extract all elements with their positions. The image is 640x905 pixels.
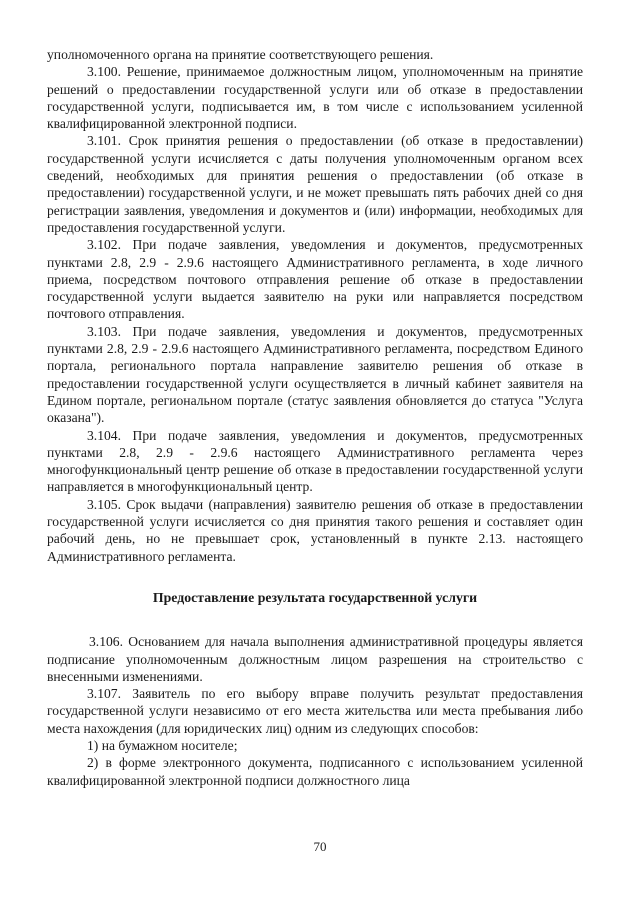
list-item-paper: 1) на бумажном носителе; bbox=[87, 737, 238, 753]
page-number: 70 bbox=[313, 839, 327, 854]
paragraph-3-100: 3.100. Решение, принимаемое должностным лицом, уполномоченным на принятие решений о предоставлении государственной услуги или об отказе в предоставлении государственной услуги, подписывается им, в том числе с использованием усиленной квалифицированной электронной подписи. bbox=[47, 64, 583, 132]
section-heading: Предоставление результата государственной услуги bbox=[152, 589, 478, 605]
paragraph-3-106: 3.106. Основанием для начала выполнения административной процедуры является подписание уполномоченным должностным лицом разрешения на строительство с внесенными изменениями. bbox=[47, 634, 583, 684]
paragraph-continuation: уполномоченного органа на принятие соответствующего решения. bbox=[47, 47, 434, 62]
paragraph-3-102: 3.102. При подаче заявления, уведомления и документов, предусмотренных пунктами 2.8, 2.9 - 2.9.6 настоящего Административного регламента, в ходе личного приема, посредством почтового отправления решение об отказе в предоставлении государственной услуги выдается заявителю на руки или направляется посредством почтового отправления. bbox=[47, 237, 583, 322]
paragraph-3-104: 3.104. При подаче заявления, уведомления и документов, предусмотренных пунктами 2.8, 2.9 - 2.9.6 настоящего Административного регламента через многофункциональный центр решение об отказе в предоставлении государственной услуги направляется в многофункциональный центр. bbox=[47, 427, 583, 495]
paragraph-3-107: 3.107. Заявитель по его выбору вправе получить результат предоставления государственной услуги независимо от его места жительства или места пребывания либо места нахождения (для юридических лиц) одним из следующих способов: bbox=[47, 686, 583, 736]
paragraph-3-101: 3.101. Срок принятия решения о предоставлении (об отказе в предоставлении) государственной услуги исчисляется с даты получения уполномоченным органом всех сведений, необходимых для принятия решения о предоставлении (об отказе в предоставлении) государственной услуги, и не может превышать пять рабочих дней со дня регистрации заявления, уведомления и документов и (или) информации, необходимых для предоставления государственной услуги. bbox=[47, 133, 583, 235]
paragraph-3-103: 3.103. При подаче заявления, уведомления и документов, предусмотренных пунктами 2.8, 2.9 - 2.9.6 настоящего Административного регламента, посредством Единого портала, регионального портала направление заявителю решения об отказе в предоставлении государственной услуги осуществляется в личный кабинет заявителя на Едином портале, региональном портале (статус заявления обновляется до статуса "Услуга оказана"). bbox=[47, 323, 583, 426]
document-page bbox=[47, 46, 583, 789]
list-item-electronic: 2) в форме электронного документа, подписанного с использованием усиленной квалифицированной электронной подписи должностного лица bbox=[47, 755, 583, 788]
paragraph-3-105: 3.105. Срок выдачи (направления) заявителю решения об отказе в предоставлении государственной услуги исчисляется со дня принятия такого решения и составляет один рабочий день, но не превышает срок, установленный в пункте 2.13. настоящего Административного регламента. bbox=[47, 496, 583, 564]
